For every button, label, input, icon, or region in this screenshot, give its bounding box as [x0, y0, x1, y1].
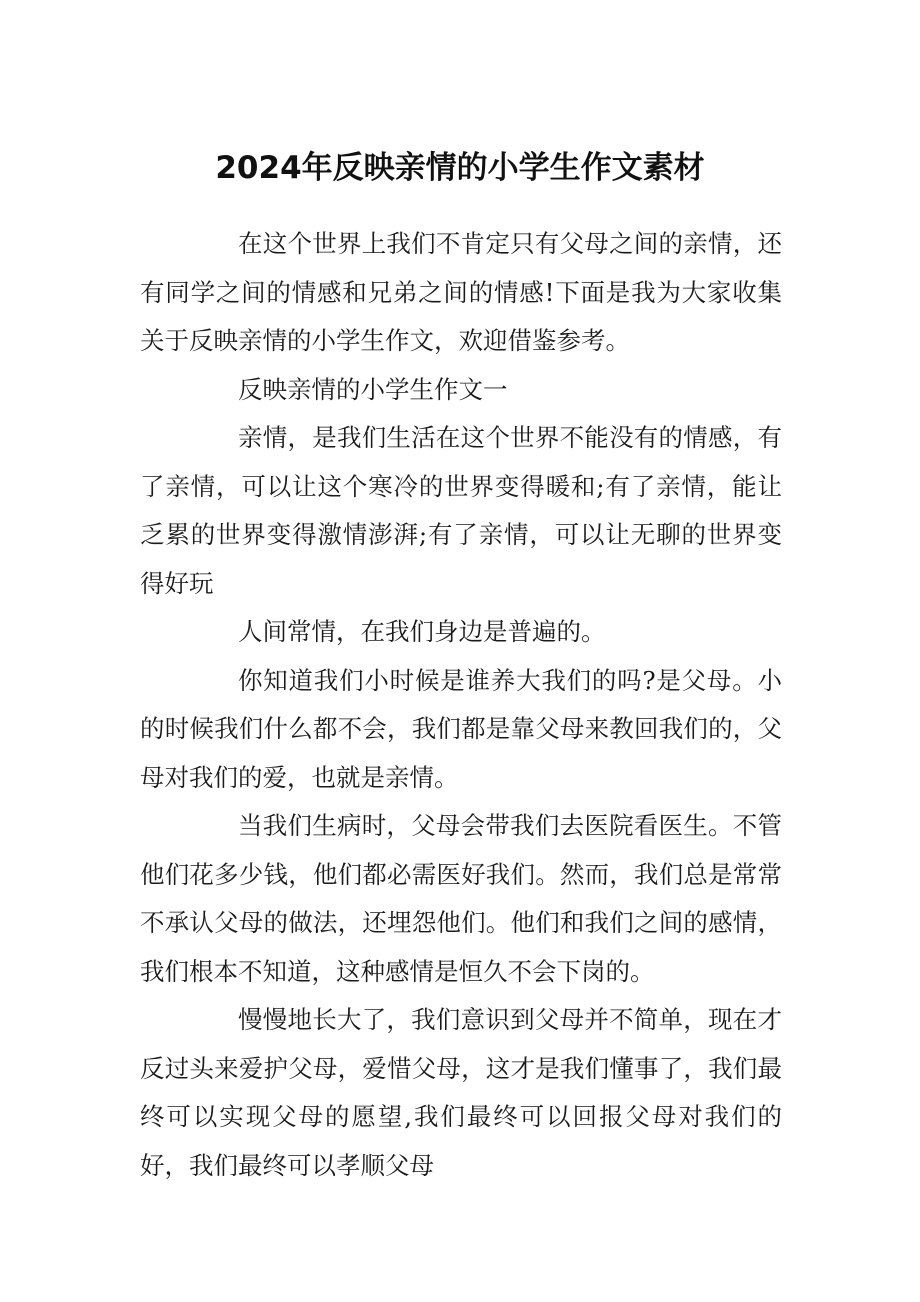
paragraph: 你知道我们小时候是谁养大我们的吗?是父母。小的时候我们什么都不会，我们都是靠父母来教回我们的，父母对我们的爱，也就是亲情。 — [140, 665, 782, 792]
paragraph-intro: 在这个世界上我们不肯定只有父母之间的亲情，还有同学之间的情感和兄弟之间的情感!下面是我为大家收集关于反映亲情的小学生作文，欢迎借鉴参考。 — [140, 229, 782, 355]
paragraph: 当我们生病时，父母会带我们去医院看医生。不管他们花多少钱，他们都必需医好我们。然而，我们总是常常不承认父母的做法，还埋怨他们。他们和我们之间的感情，我们根本不知道，这种感情是恒久不会下岗的。 — [140, 811, 782, 986]
section-heading: 反映亲情的小学生作文一 — [238, 374, 508, 404]
document-body — [140, 220, 782, 1190]
paragraph: 人间常情，在我们身边是普遍的。 — [238, 617, 606, 646]
paragraph: 亲情，是我们生活在这个世界不能没有的情感，有了亲情，可以让这个寒冷的世界变得暖和;有了亲情，能让乏累的世界变得激情澎湃;有了亲情，可以让无聊的世界变得好玩 — [140, 423, 782, 598]
paragraph: 慢慢地长大了，我们意识到父母并不简单，现在才反过头来爱护父母，爱惜父母，这才是我们懂事了，我们最终可以实现父母的愿望,我们最终可以回报父母对我们的好，我们最终可以孝顺父母 — [140, 1005, 782, 1180]
page-title: 2024年反映亲情的小学生作文素材 — [215, 150, 705, 186]
